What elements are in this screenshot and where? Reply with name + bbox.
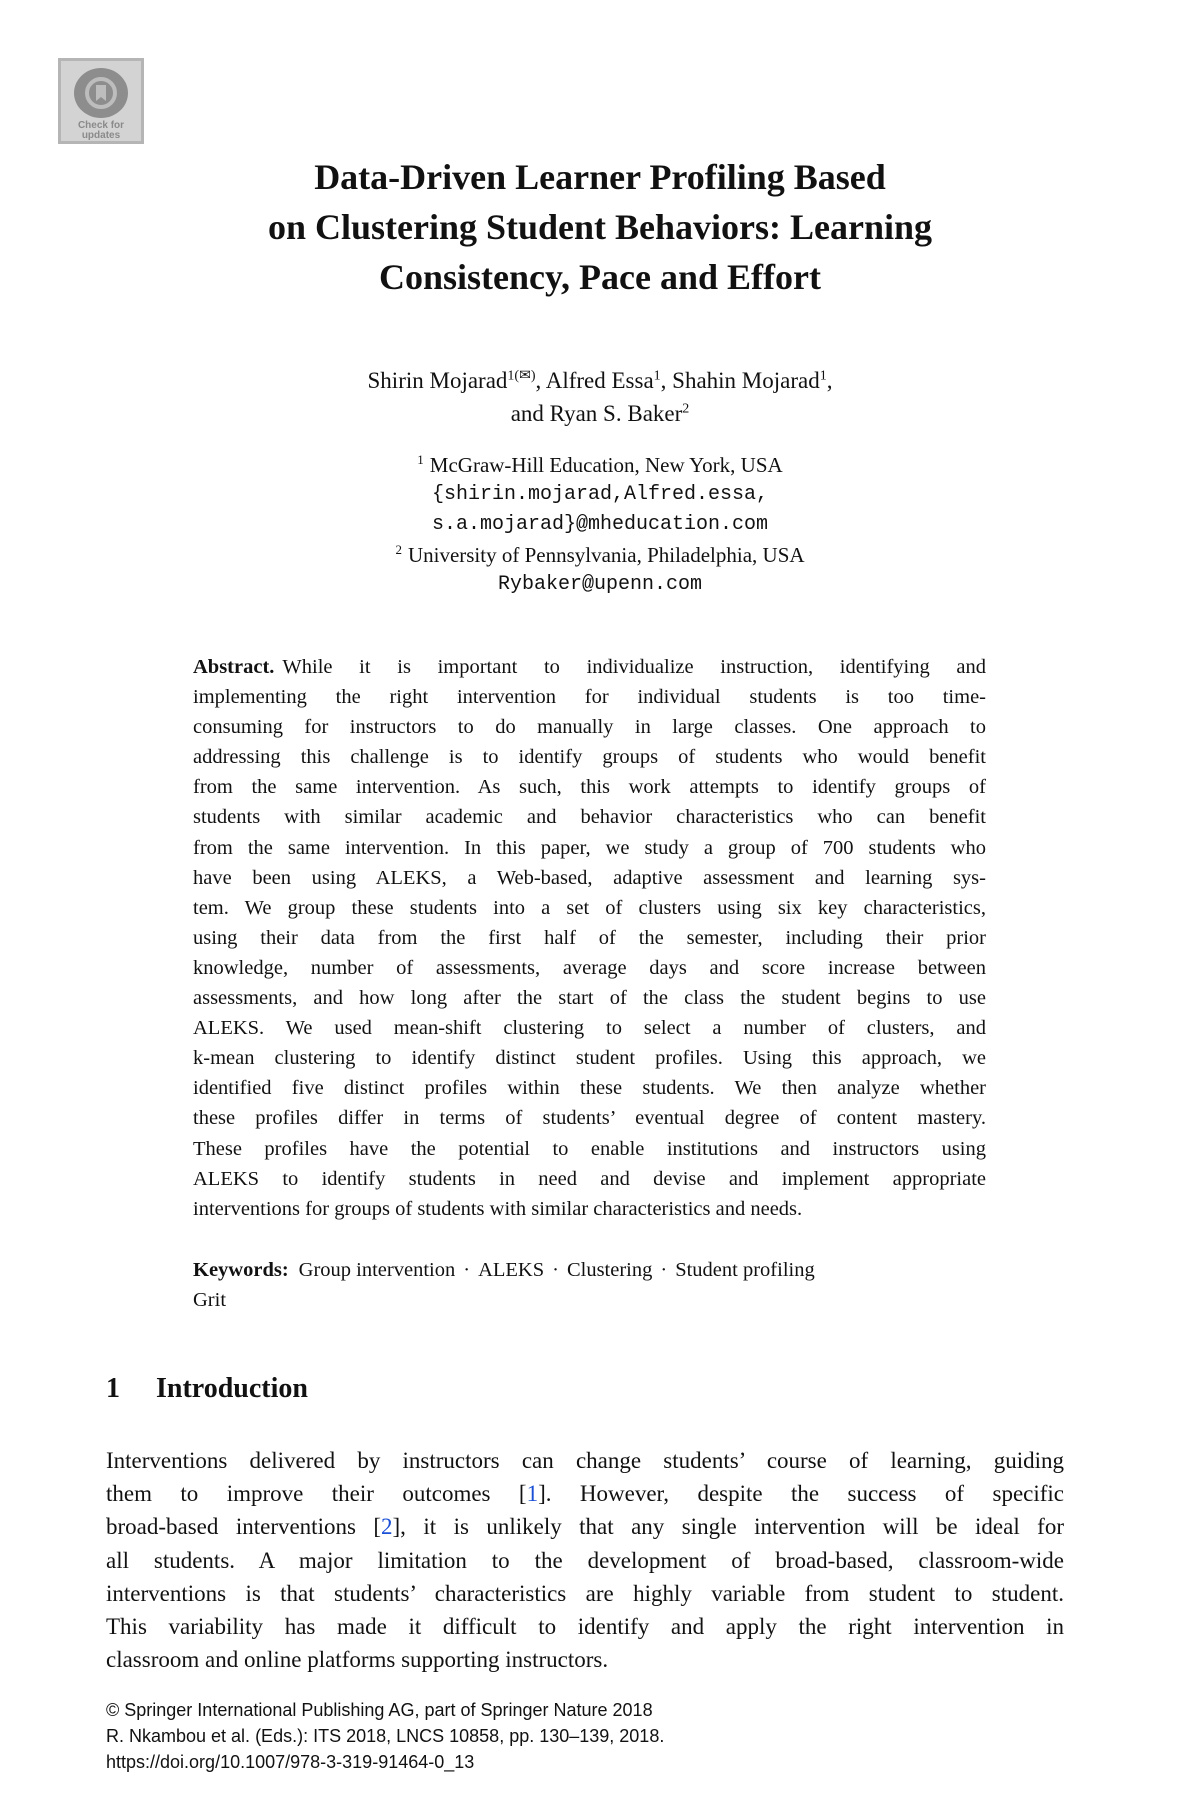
body-text: them to improve their outcomes [ <box>106 1481 527 1507</box>
title-line: on Clustering Student Behaviors: Learning <box>267 207 933 247</box>
author-separator: , <box>826 368 833 393</box>
keyword-separator: · <box>660 1259 668 1281</box>
email-link[interactable]: Rybaker@upenn.com <box>497 573 703 596</box>
body-line <box>106 1477 1064 1510</box>
title-line: Consistency, Pace and Effort <box>379 257 821 297</box>
abstract-line: k-mean clustering to identify distinct student profiles. Using this approach, we <box>193 1047 986 1070</box>
body-line: classroom and online platforms supporting instructors. <box>106 1647 609 1673</box>
abstract-line: have been using ALEKS, a Web-based, adaptive assessment and learning sys- <box>193 866 986 889</box>
keyword: Grit <box>193 1289 227 1311</box>
affiliation-marker: 2 <box>395 542 402 557</box>
keyword-separator: · <box>463 1259 471 1281</box>
check-for-updates-badge[interactable] <box>58 58 144 144</box>
body-text: ]. However, despite the success of specific <box>538 1481 1065 1507</box>
doi-link[interactable]: https://doi.org/10.1007/978-3-319-91464-0_13 <box>106 1752 475 1772</box>
affiliations <box>200 450 1000 600</box>
paper-title <box>150 152 1050 302</box>
body-text: broad-based interventions [ <box>106 1514 382 1540</box>
abstract-label: Abstract. <box>193 656 275 678</box>
abstract-line: from the same intervention. In this paper, we study a group of 700 students who <box>193 836 986 859</box>
keyword: Clustering <box>566 1259 653 1281</box>
body-line <box>106 1510 1064 1543</box>
abstract-line: knowledge, number of assessments, average days and score increase between <box>193 956 986 979</box>
section-title: Introduction <box>156 1373 308 1404</box>
bookmark-icon <box>74 68 128 118</box>
author-affiliation-marker: 1 <box>819 368 827 384</box>
citation-line: R. Nkambou et al. (Eds.): ITS 2018, LNCS 10858, pp. 130–139, 2018. <box>106 1726 665 1746</box>
abstract-line: ALEKS to identify students in need and devise and implement appropriate <box>193 1167 986 1190</box>
abstract-line: addressing this challenge is to identify groups of students who would benefit <box>193 746 986 769</box>
author-list <box>200 364 1000 430</box>
author-affiliation-marker: 1 <box>653 368 661 384</box>
abstract-line: implementing the right intervention for individual students is too time- <box>193 686 986 709</box>
abstract-line: These profiles have the potential to enable institutions and instructors using <box>193 1137 986 1160</box>
badge-label: Check for updates <box>77 120 125 141</box>
abstract <box>193 652 986 1224</box>
citation-link[interactable]: 2 <box>381 1514 393 1540</box>
abstract-line: interventions for groups of students with similar characteristics and needs. <box>193 1197 803 1220</box>
keyword: Student profiling <box>675 1259 815 1281</box>
abstract-line: ALEKS. We used mean-shift clustering to select a number of clusters, and <box>193 1017 986 1040</box>
author-name: , Shahin Mojarad <box>660 368 820 393</box>
keywords <box>193 1255 986 1315</box>
keywords-label: Keywords: <box>193 1259 289 1281</box>
affiliation-text: McGraw-Hill Education, New York, USA <box>429 453 783 477</box>
author-name: Shirin Mojarad <box>367 368 508 393</box>
abstract-line: these profiles differ in terms of students’ eventual degree of content mastery. <box>193 1107 986 1130</box>
keyword: Group intervention <box>298 1259 456 1281</box>
title-line: Data-Driven Learner Profiling Based <box>314 157 886 197</box>
abstract-line: tem. We group these students into a set of clusters using six key characteristics, <box>193 896 986 919</box>
abstract-line: identified five distinct profiles within these students. We then analyze whether <box>193 1077 986 1100</box>
abstract-line: assessments, and how long after the start of the class the student begins to use <box>193 987 986 1010</box>
body-text: ], it is unlikely that any single intervention will be ideal for <box>392 1514 1064 1540</box>
abstract-line: While it is important to individualize instruction, identifying and <box>282 656 986 678</box>
affiliation-text: University of Pennsylvania, Philadelphia, USA <box>407 543 805 567</box>
email-link[interactable]: {shirin.mojarad,Alfred.essa, <box>431 483 769 506</box>
keyword: ALEKS <box>478 1259 545 1281</box>
abstract-line: students with similar academic and behavior characteristics who can benefit <box>193 806 986 829</box>
abstract-line: consuming for instructors to do manually in large classes. One approach to <box>193 716 986 739</box>
author-name: , Alfred Essa <box>535 368 654 393</box>
introduction-body <box>106 1444 1064 1676</box>
body-line: Interventions delivered by instructors can change students’ course of learning, guiding <box>106 1448 1064 1473</box>
body-line: all students. A major limitation to the development of broad-based, classroom-wide <box>106 1547 1064 1573</box>
body-line: This variability has made it difficult to identify and apply the right intervention in <box>106 1613 1064 1639</box>
copyright-line: © Springer International Publishing AG, part of Springer Nature 2018 <box>106 1700 653 1720</box>
email-link[interactable]: s.a.mojarad}@mheducation.com <box>431 513 769 536</box>
keyword-separator: · <box>552 1259 559 1281</box>
author-affiliation-marker: 1(✉) <box>507 368 536 384</box>
author-affiliation-marker: 2 <box>682 401 690 417</box>
citation-link[interactable]: 1 <box>526 1481 539 1507</box>
author-name: and Ryan S. Baker <box>510 401 683 426</box>
publication-footer <box>106 1697 664 1775</box>
affiliation-marker: 1 <box>417 452 424 467</box>
section-heading <box>106 1371 308 1407</box>
body-line: interventions is that students’ characteristics are highly variable from student to student. <box>106 1580 1064 1606</box>
abstract-line: using their data from the first half of the semester, including their prior <box>193 926 986 949</box>
section-number: 1 <box>106 1373 120 1404</box>
abstract-line: from the same intervention. As such, this work attempts to identify groups of <box>193 776 986 799</box>
